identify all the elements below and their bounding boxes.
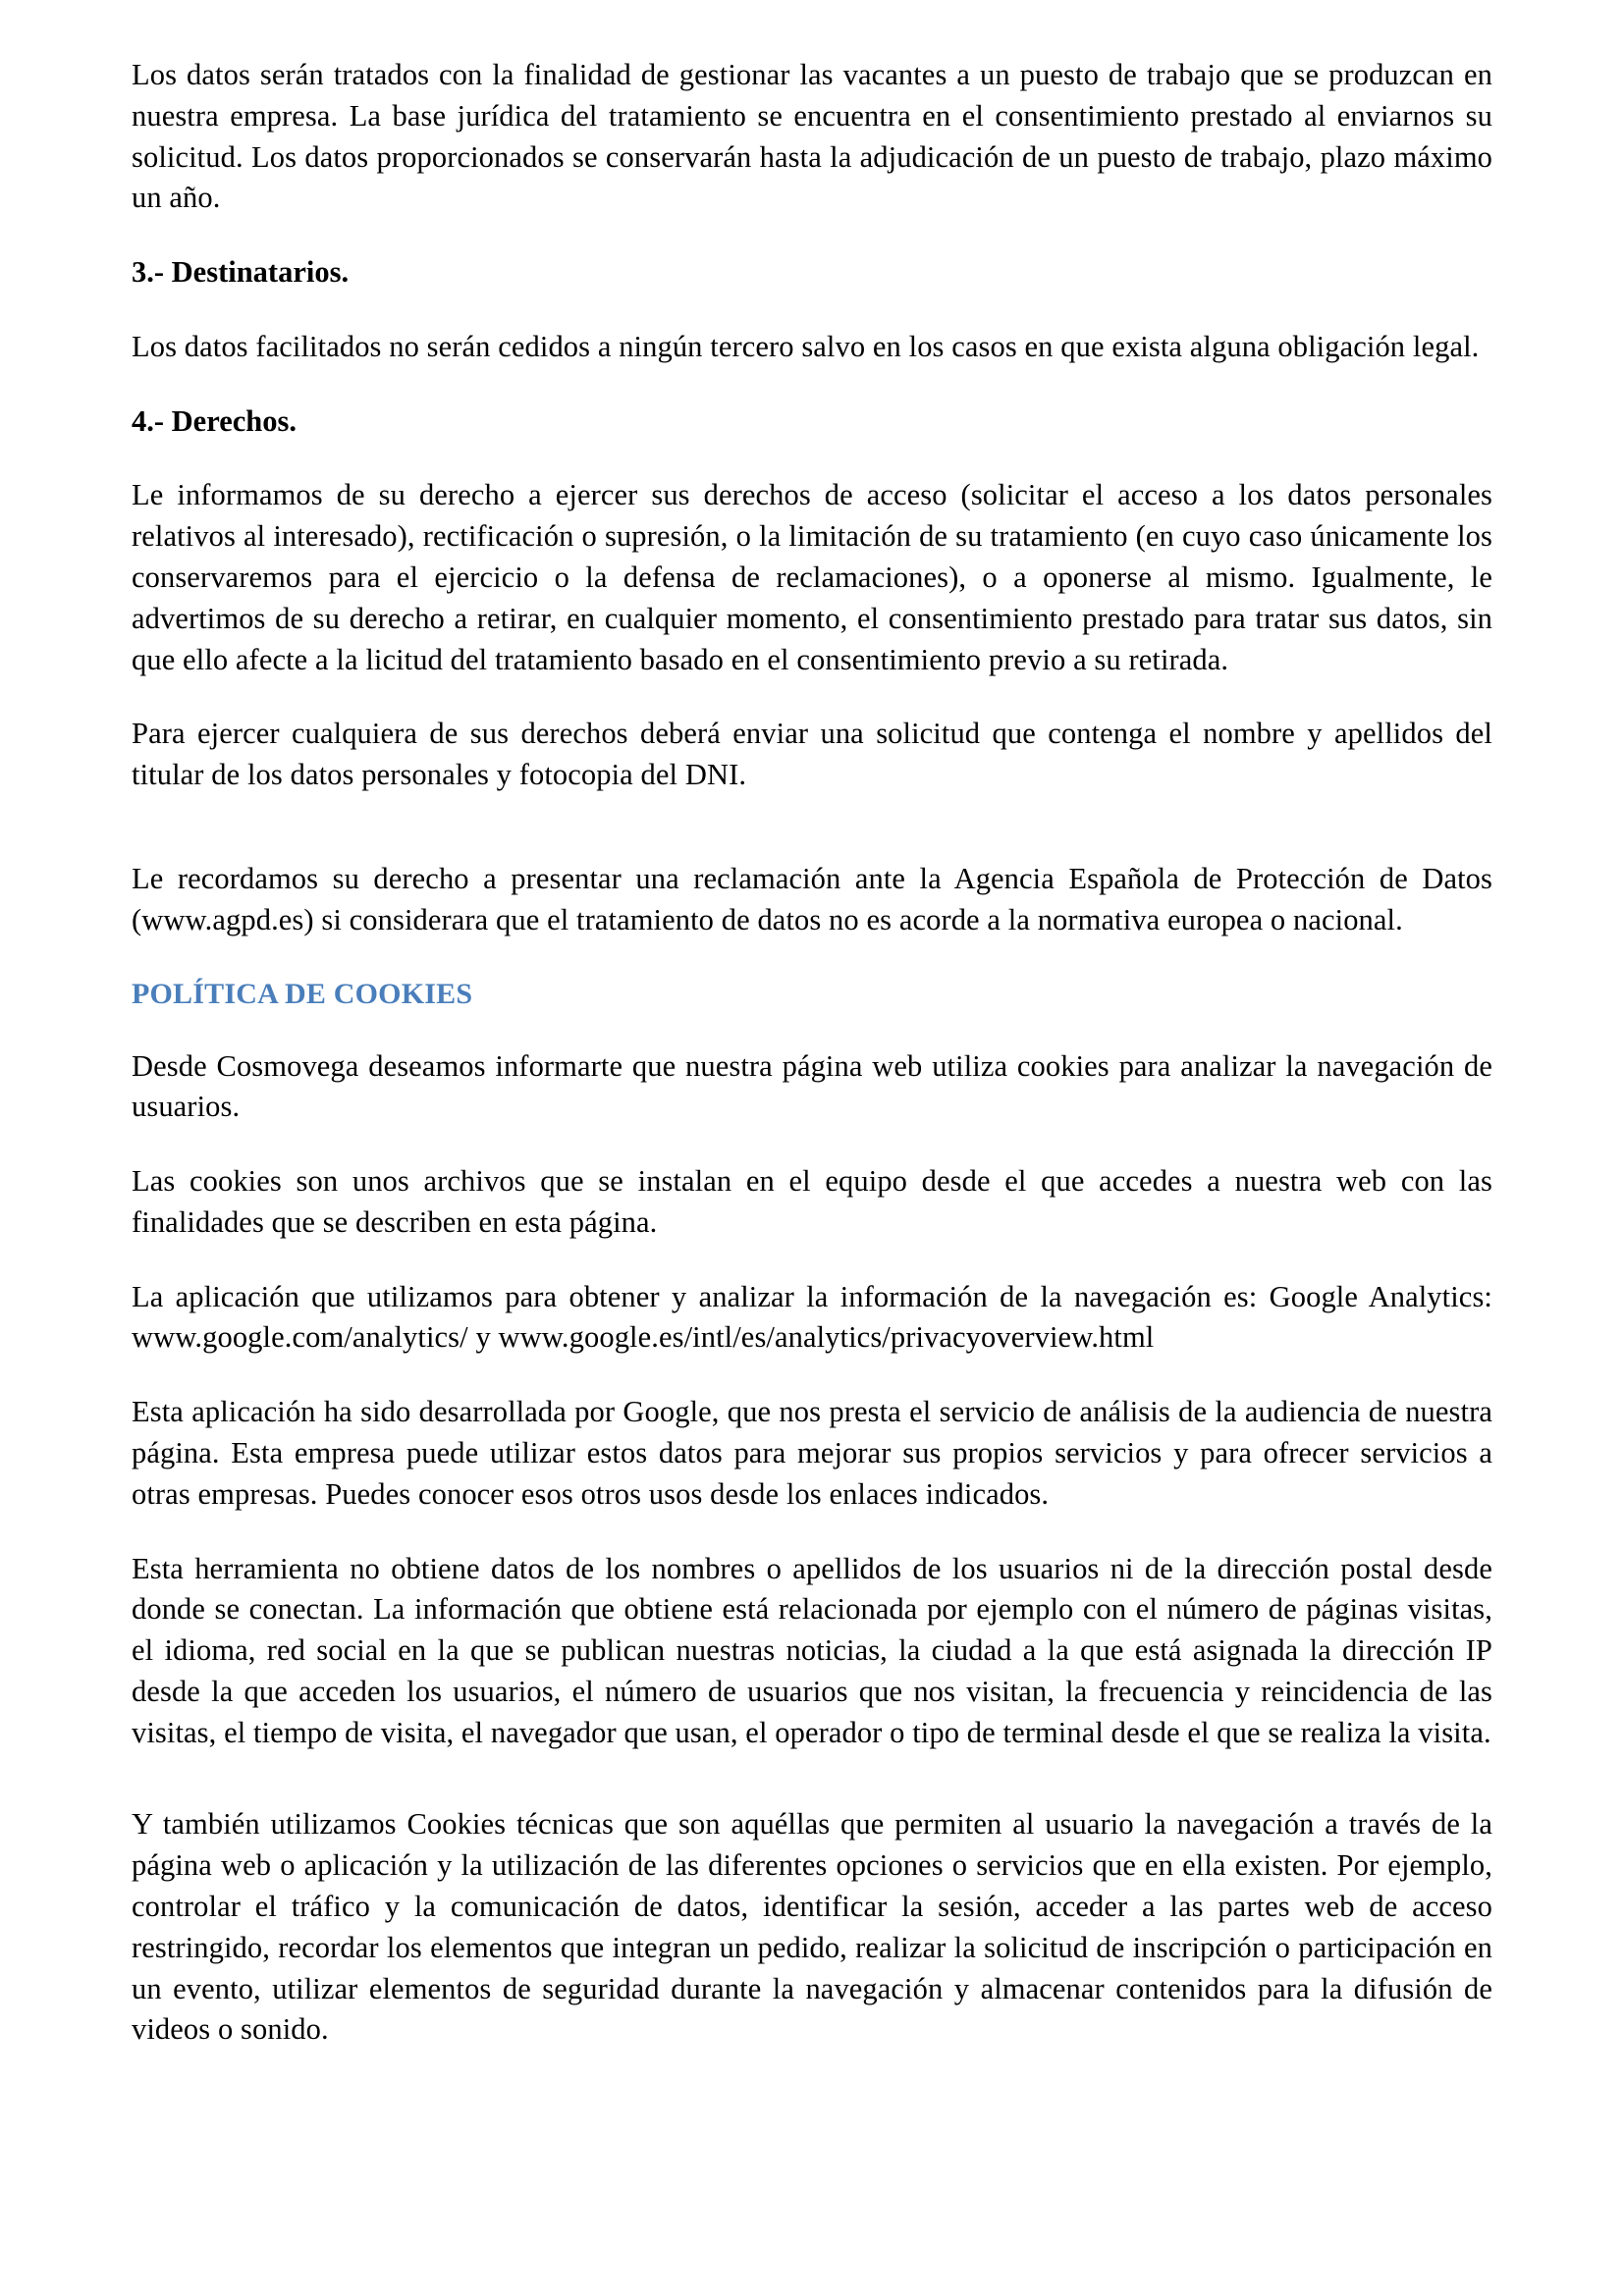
paragraph-derechos-solicitud: Para ejercer cualquiera de sus derechos deberá enviar una solicitud que contenga el nombre y apellidos del titular de los datos personales y fotocopia del DNI. — [132, 717, 1492, 792]
paragraph-reclamacion-agpd: Le recordamos su derecho a presentar una reclamación ante la Agencia Española de Protección de Datos (www.agpd.es) si considerara que el tratamiento de datos no es acorde a la normativa europea o nacional. — [132, 861, 1492, 936]
paragraph-cookies-google-analytics: La aplicación que utilizamos para obtener y analizar la información de la navegación es: Google Analytics: www.google.com/analytics/ y www.google.es/intl/es/analytics/privacyoverview.html — [132, 1279, 1492, 1355]
heading-derechos: 4.- Derechos. — [132, 403, 297, 438]
spacer-before-cookies-tecnicas — [132, 1787, 1492, 1804]
paragraph-cookies-definicion: Las cookies son unos archivos que se instalan en el equipo desde el que accedes a nuestra web con las finalidades que se describen en esta página. — [132, 1164, 1492, 1239]
paragraph-derechos-detalle: Le informamos de su derecho a ejercer sus derechos de acceso (solicitar el acceso a los datos personales relativos al interesado), rectificación o supresión, o la limitación de su tratamiento (en cuyo caso únicamente los conservaremos para el ejercicio o la defensa de reclamaciones), o a oponerse al mismo. Igualmente, le advertimos de su derecho a retirar, en cualquier momento, el consentimiento prestado para tratar sus datos, sin que ello afecte a la licitud del tratamiento basado en el consentimiento previo a su retirada. — [132, 478, 1492, 676]
paragraph-destinatarios: Los datos facilitados no serán cedidos a ningún tercero salvo en los casos en que exista alguna obligación legal. — [132, 329, 1480, 363]
paragraph-cookies-datos-recogidos: Esta herramienta no obtiene datos de los nombres o apellidos de los usuarios ni de la dirección postal desde donde se conectan. La información que obtiene está relacionada por ejemplo con el número de páginas visitas, el idioma, red social en la que se publican nuestras noticias, la ciudad a la que está asignada la dirección IP desde la que acceden los usuarios, el número de usuarios que nos visitan, la frecuencia y reincidencia de las visitas, el tiempo de visita, el navegador que usan, el operador o tipo de terminal desde el que se realiza la visita. — [132, 1551, 1492, 1749]
paragraph-cookies-google-servicio: Esta aplicación ha sido desarrollada por Google, que nos presta el servicio de análisis de la audiencia de nuestra página. Esta empresa puede utilizar estos datos para mejorar sus propios servicios y para ofrecer servicios a otras empresas. Puedes conocer esos otros usos desde los enlaces indicados. — [132, 1395, 1492, 1511]
document-body — [132, 55, 1492, 2051]
heading-politica-de-cookies: POLÍTICA DE COOKIES — [132, 977, 473, 1010]
paragraph-finalidad-tratamiento: Los datos serán tratados con la finalidad de gestionar las vacantes a un puesto de trabajo que se produzcan en nuestra empresa. La base jurídica del tratamiento se encuentra en el consentimiento prestado al enviarnos su solicitud. Los datos proporcionados se conservarán hasta la adjudicación de un puesto de trabajo, plazo máximo un año. — [132, 58, 1492, 215]
paragraph-cookies-intro: Desde Cosmovega deseamos informarte que nuestra página web utiliza cookies para analizar la navegación de usuarios. — [132, 1048, 1492, 1124]
heading-destinatarios: 3.- Destinatarios. — [132, 255, 350, 290]
paragraph-cookies-tecnicas: Y también utilizamos Cookies técnicas que son aquéllas que permiten al usuario la navegación a través de la página web o aplicación y la utilización de las diferentes opciones o servicios que en ella existen. Por ejemplo, controlar el tráfico y la comunicación de datos, identificar la sesión, acceder a las partes web de acceso restringido, recordar los elementos que integran un pedido, realizar la solicitud de inscripción o participación en un evento, utilizar elementos de seguridad durante la navegación y almacenar contenidos para la difusión de videos o sonido. — [132, 1807, 1492, 2047]
spacer-before-reclamacion — [132, 829, 1492, 859]
